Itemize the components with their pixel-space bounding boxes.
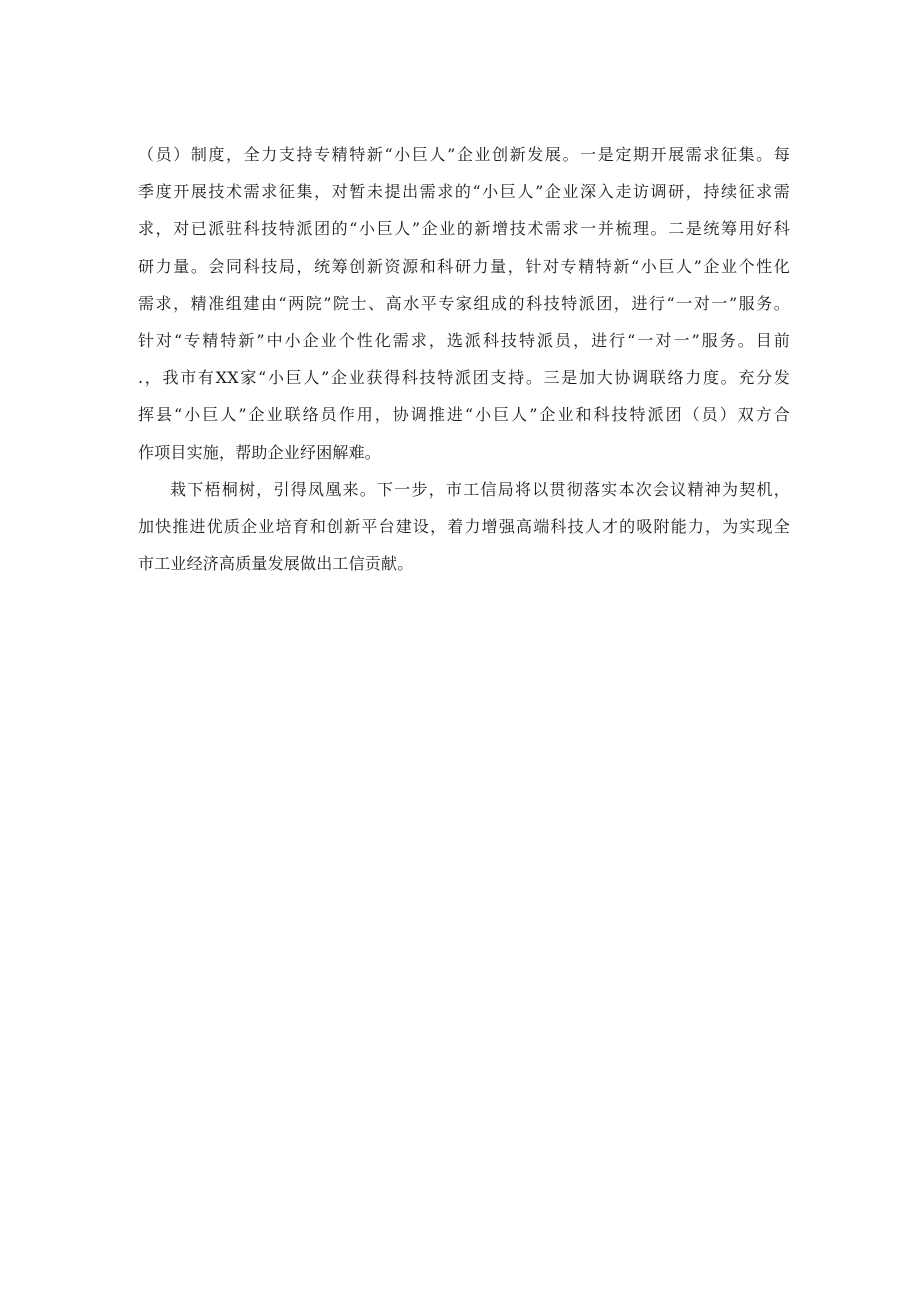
text-line: 栽下梧桐树，引得凤凰来。下一步，市工信局将以贯彻落实本次会议精神为契机， [170, 479, 790, 499]
document-body [138, 136, 790, 582]
text-line: 市工业经济高质量发展做出工信贡献。 [138, 554, 414, 574]
text-line: 作项目实施，帮助企业纾困解难。 [138, 442, 382, 462]
text-line: 针对“专精特新”中小企业个性化需求，选派科技特派员，进行“一对一”服务。目前 [138, 330, 790, 350]
text-line: （员）制度，全力支持专精特新“小巨人”企业创新发展。一是定期开展需求征集。每 [138, 145, 790, 164]
paragraph-1 [138, 136, 790, 471]
text-line: 加快推进优质企业培育和创新平台建设，着力增强高端科技人才的吸附能力，为实现全 [138, 516, 790, 536]
text-line: 挥县“小巨人”企业联络员作用，协调推进“小巨人”企业和科技特派团（员）双方合 [138, 405, 790, 425]
paragraph-2 [138, 471, 790, 583]
text-line: 求，对已派驻科技特派团的“小巨人”企业的新增技术需求一并梳理。二是统筹用好科 [138, 219, 790, 239]
text-line: 研力量。会同科技局，统筹创新资源和科研力量，针对专精特新“小巨人”企业个性化 [138, 256, 790, 276]
text-line: 需求，精准组建由“两院”院士、高水平专家组成的科技特派团，进行“一对一”服务。 [138, 293, 790, 313]
text-line: 季度开展技术需求征集，对暂未提出需求的“小巨人”企业深入走访调研，持续征求需 [138, 182, 790, 202]
text-line: .，我市有XX家“小巨人”企业获得科技特派团支持。三是加大协调联络力度。充分发 [138, 368, 790, 388]
